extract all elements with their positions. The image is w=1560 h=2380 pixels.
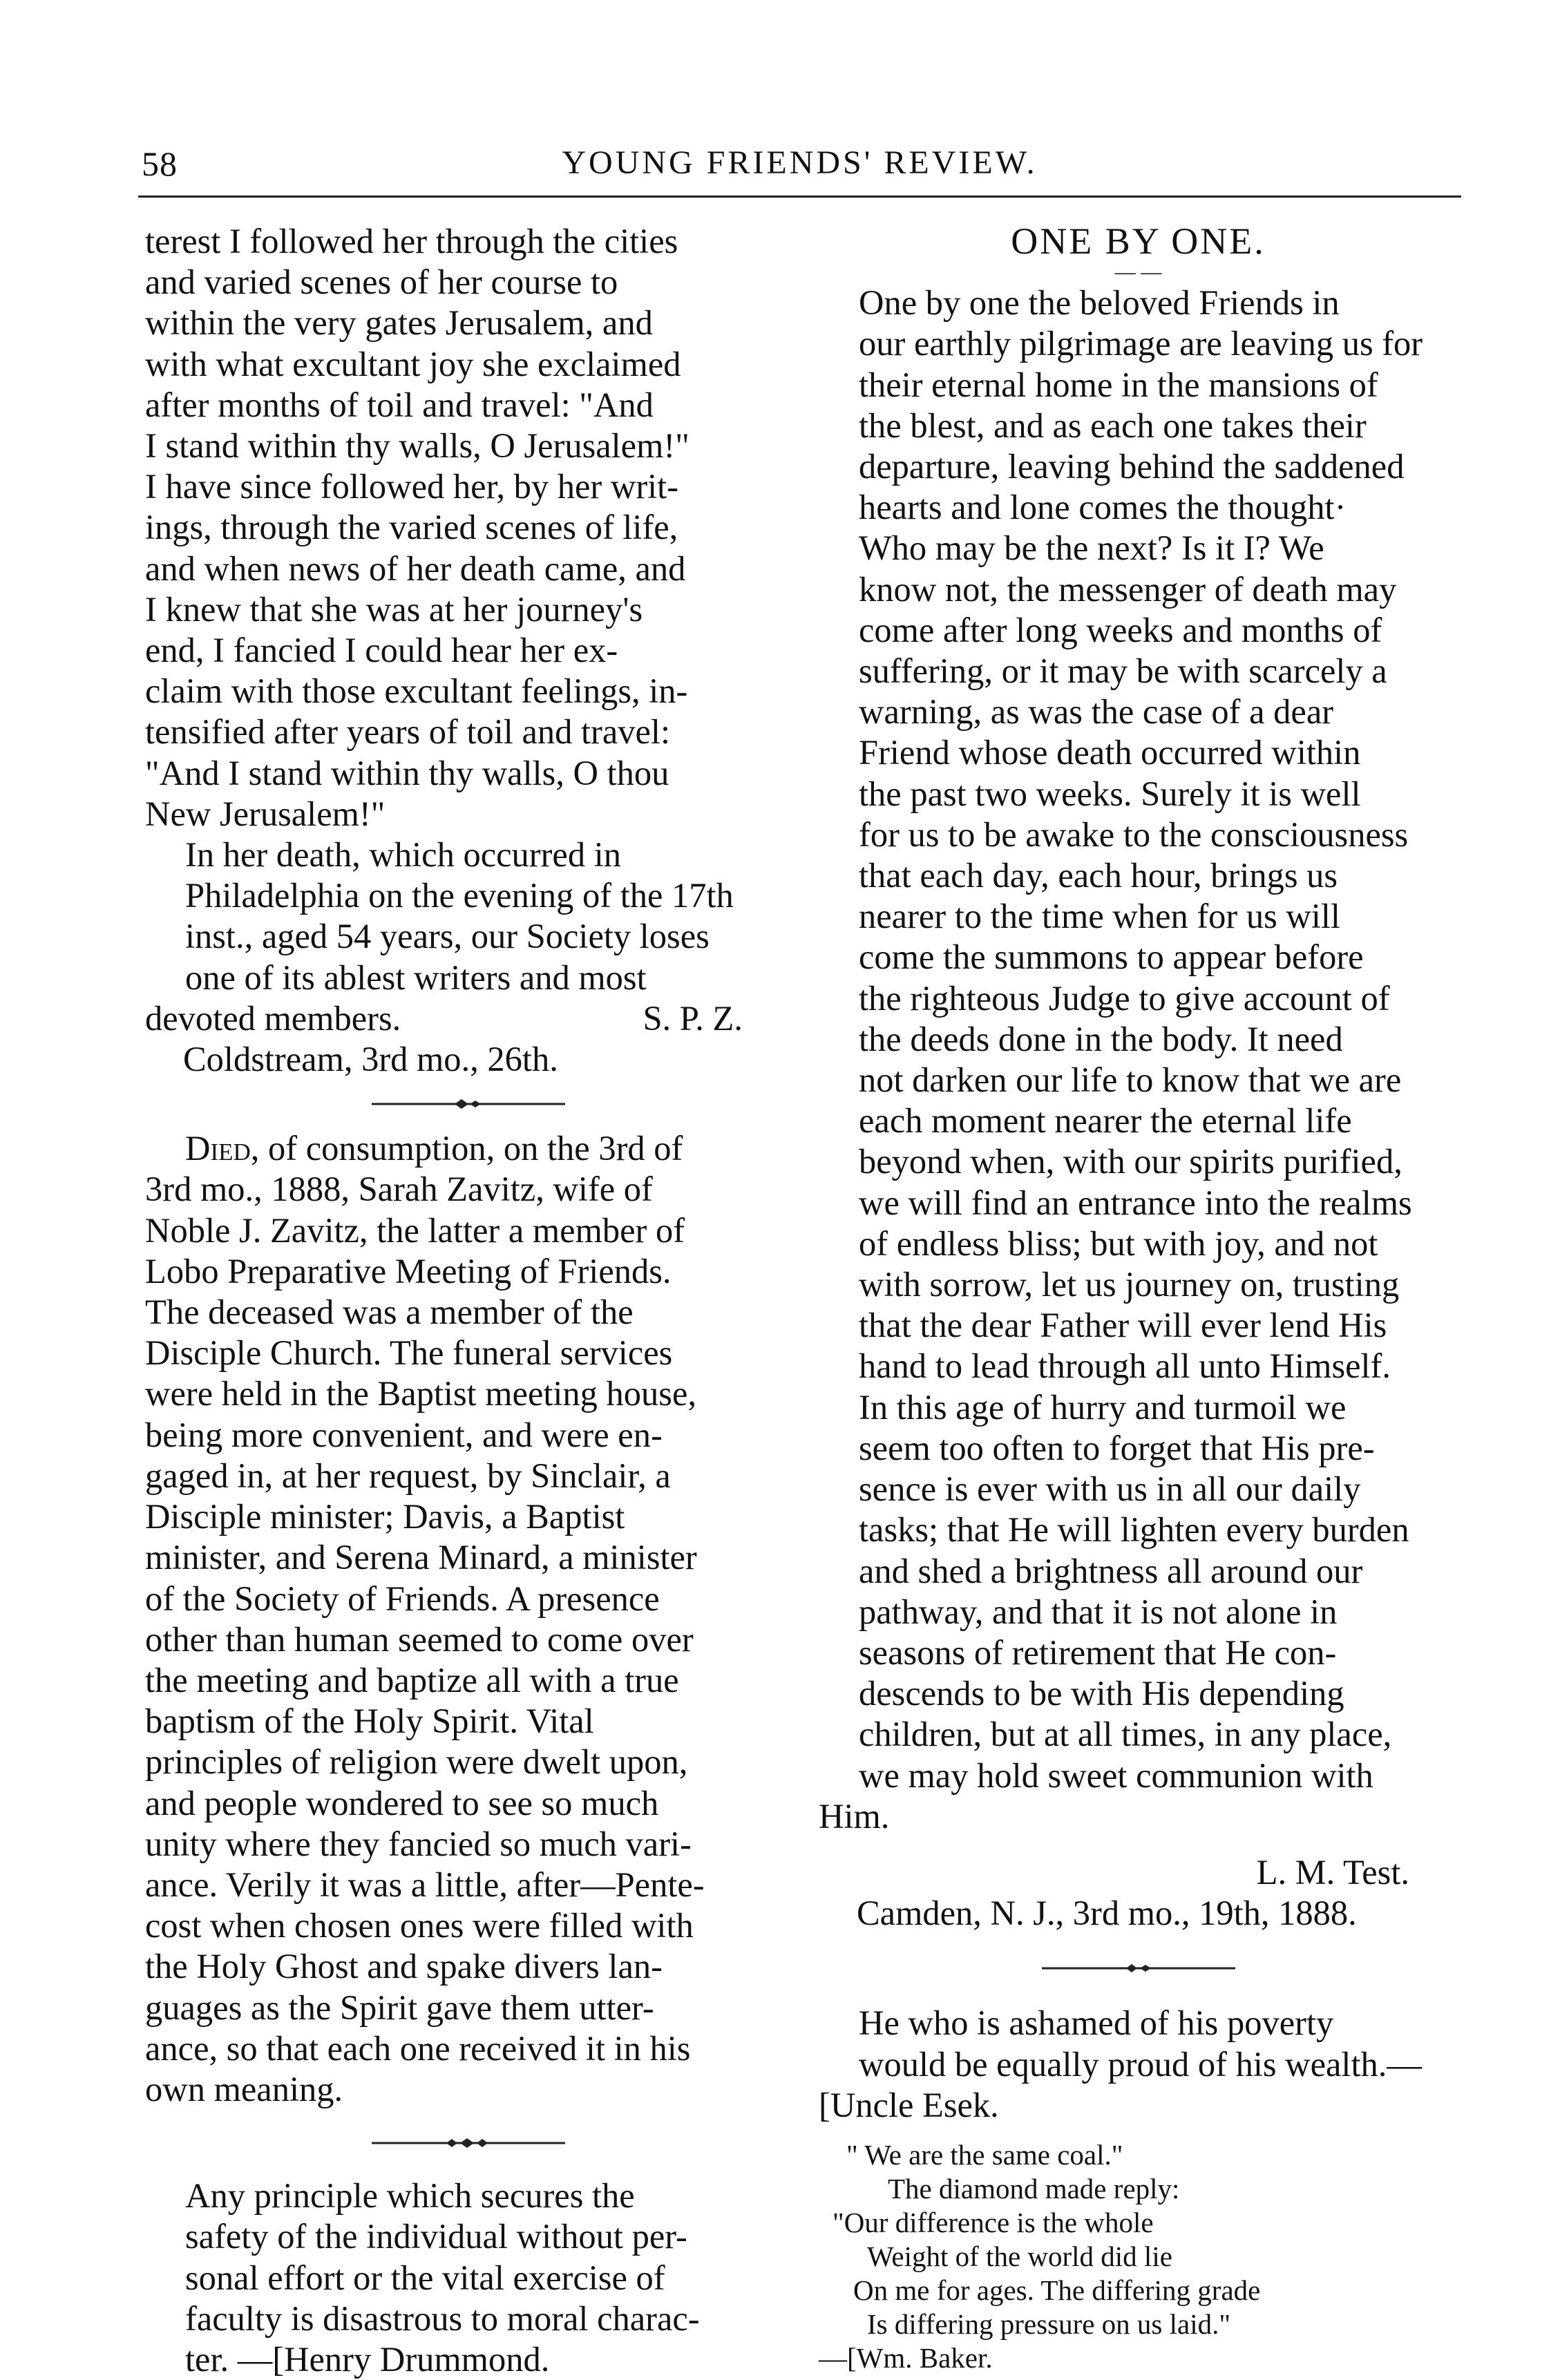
text-line: the deeds done in the body. It need (859, 1019, 1343, 1058)
text-line: the Holy Ghost and spake divers lan- (145, 1947, 663, 1986)
poem-line: Is differing pressure on us laid." (867, 2307, 1231, 2340)
text-line: hand to lead through all unto Himself. (859, 1346, 1391, 1386)
running-title: YOUNG FRIENDS' REVIEW. (562, 144, 1038, 181)
text-line: seasons of retirement that He con- (859, 1632, 1337, 1672)
text-line: warning, as was the case of a dear (859, 692, 1334, 732)
text-line: of the Society of Friends. A presence (145, 1579, 660, 1618)
text-line: sonal effort or the vital exercise of (185, 2258, 665, 2297)
text-line: seem too often to forget that His pre- (859, 1428, 1375, 1467)
text-line: claim with those excultant feelings, in- (145, 672, 688, 711)
article-title: ONE BY ONE. (1011, 220, 1266, 262)
page-header (142, 138, 1458, 193)
text-line: the past two weeks. Surely it is well (859, 774, 1361, 813)
text-line: ter. —[Henry Drummond. (185, 2339, 550, 2379)
text-line: with what excultant joy she exclaimed (145, 344, 681, 383)
text-line: baptism of the Holy Spirit. Vital (145, 1702, 594, 1741)
text-line: one of its ablest writers and most (185, 958, 647, 997)
text-line: tensified after years of toil and travel: (145, 712, 670, 752)
text-line: the righteous Judge to give account of (859, 978, 1390, 1018)
text-line: were held in the Baptist meeting house, (145, 1374, 696, 1413)
text-line: One by one the beloved Friends in (859, 283, 1340, 323)
ornamental-divider (145, 2110, 791, 2176)
title-dash: — — (1114, 260, 1162, 284)
obituary-paragraph (145, 835, 791, 998)
text-line: and people wondered to see so much (145, 1783, 659, 1822)
text-line: after months of toil and travel: "And (145, 385, 654, 424)
place-date-camden: Camden, N. J., 3rd mo., 19th, 1888. (857, 1894, 1357, 1933)
text-line: I have since followed her, by her writ- (145, 467, 679, 506)
text-line: guages as the Spirit gave them utter- (145, 1988, 654, 2027)
text-line: hearts and lone comes the thought· (859, 488, 1347, 527)
text-line: terest I followed her through the cities (145, 222, 678, 260)
obituary-closing-line (145, 998, 791, 1039)
died-first-line: , of consumption, on the 3rd of (250, 1129, 683, 1168)
continued-article-paragraph (145, 221, 791, 835)
signature-spz: S. P. Z. (643, 998, 743, 1038)
text-line: unity where they fancied so much vari- (145, 1824, 692, 1863)
text-line: and shed a brightness all around our (859, 1551, 1363, 1590)
text-line: the blest, and as each one takes their (859, 406, 1367, 445)
text-line: "And I stand within thy walls, O thou (145, 753, 669, 792)
poem-line: " We are the same coal." (846, 2138, 1123, 2171)
text-line: Noble J. Zavitz, the latter a member of (145, 1210, 685, 1250)
text-line: their eternal home in the mansions of (859, 365, 1378, 404)
text-line: and varied scenes of her course to (145, 263, 618, 302)
text-line: children, but at all times, in any place, (859, 1715, 1392, 1754)
poem-line: Weight of the world did lie (867, 2240, 1172, 2272)
text-line: Any principle which secures the (185, 2176, 635, 2216)
text-line: Philadelphia on the evening of the 17th (185, 876, 734, 915)
text-line: ance, so that each one received it in his (145, 2028, 691, 2068)
died-notice (145, 1128, 791, 1169)
divider-ornament (1042, 1961, 1235, 1975)
text-line: of endless bliss; but with joy, and not (859, 1224, 1378, 1263)
text-line: safety of the individual without per- (185, 2217, 687, 2256)
text-line: pathway, and that it is not alone in (859, 1592, 1338, 1631)
text-line: we may hold sweet communion with (859, 1755, 1373, 1795)
text-line: I knew that she was at her journey's (145, 589, 643, 629)
text-line: sence is ever with us in all our daily (859, 1469, 1361, 1509)
text-line: come after long weeks and months of (859, 610, 1382, 649)
text-line: ings, through the varied scenes of life, (145, 508, 678, 547)
text-line: the meeting and baptize all with a true (145, 1660, 679, 1700)
one-by-one-body (819, 283, 1458, 1796)
text-line: not darken our life to know that we are (859, 1060, 1402, 1100)
signature-lmt: L. M. Test. (1256, 1852, 1409, 1892)
devoted-members-text: devoted members. (145, 998, 401, 1038)
text-line: end, I fancied I could hear her ex- (145, 631, 618, 670)
text-line: own meaning. (145, 2069, 343, 2108)
text-line: minister, and Serena Minard, a minister (145, 1538, 697, 1577)
text-line: New Jerusalem!" (145, 794, 386, 833)
divider-ornament (372, 1097, 565, 1111)
text-line: being more convenient, and were en- (145, 1415, 663, 1454)
place-date-coldstream: Coldstream, 3rd mo., 26th. (183, 1040, 558, 1079)
text-line: In her death, which occurred in (185, 835, 621, 875)
divider-ornament (372, 2136, 565, 2150)
text-line: and when news of her death came, and (145, 549, 686, 588)
died-lead: Died (185, 1129, 251, 1168)
text-line: Lobo Preparative Meeting of Friends. (145, 1251, 672, 1291)
text-line: faculty is disastrous to moral charac- (185, 2298, 700, 2338)
poem-line: "Our difference is the whole (833, 2206, 1154, 2238)
text-line: would be equally proud of his wealth.— (859, 2044, 1422, 2084)
text-line: each moment nearer the eternal life (859, 1101, 1352, 1141)
died-notice-body (145, 1169, 791, 2110)
right-column (819, 221, 1458, 2375)
drummond-quote (145, 2176, 791, 2380)
text-line: with sorrow, let us journey on, trusting (859, 1265, 1400, 1304)
text-line: He who is ashamed of his poverty (859, 2003, 1334, 2043)
text-line: come the summons to appear before (859, 937, 1364, 977)
poem-attribution: —[Wm. Baker. (819, 2341, 993, 2374)
text-line: that each day, each hour, brings us (859, 856, 1338, 895)
text-line: beyond when, with our spirits purified, (859, 1142, 1402, 1181)
esek-saying (819, 2003, 1458, 2084)
text-line: we will find an entrance into the realms (859, 1183, 1412, 1222)
text-line: that the dear Father will ever lend His (859, 1306, 1387, 1345)
baker-poem (819, 2138, 1458, 2341)
left-column (145, 221, 791, 2380)
text-line: Who may be the next? Is it I? We (859, 529, 1324, 568)
body-last-line: Him. (819, 1796, 890, 1836)
text-line: suffering, or it may be with scarcely a (859, 651, 1387, 691)
saying-attribution: [Uncle Esek. (819, 2085, 999, 2124)
text-line: nearer to the time when for us will (859, 897, 1340, 936)
text-line: descends to be with His depending (859, 1674, 1344, 1713)
ornamental-divider (145, 1080, 791, 1128)
text-line: ance. Verily it was a little, after—Pente- (145, 1865, 705, 1904)
poem-line: On me for ages. The differing grade (853, 2274, 1261, 2306)
poem-line: The diamond made reply: (888, 2172, 1180, 2205)
text-line: I stand within thy walls, O Jerusalem!" (145, 426, 689, 466)
page-number: 58 (142, 144, 178, 183)
text-line: inst., aged 54 years, our Society loses (185, 917, 710, 956)
text-line: 3rd mo., 1888, Sarah Zavitz, wife of (145, 1170, 653, 1209)
text-line: Disciple Church. The funeral services (145, 1333, 673, 1373)
text-line: gaged in, at her request, by Sinclair, a (145, 1456, 671, 1495)
ornamental-divider (819, 1934, 1458, 2003)
text-line: other than human seemed to come over (145, 1619, 694, 1659)
text-line: The deceased was a member of the (145, 1293, 634, 1332)
text-line: Friend whose death occurred within (859, 733, 1361, 772)
text-line: departure, leaving behind the saddened (859, 447, 1405, 486)
text-line: our earthly pilgrimage are leaving us for (859, 324, 1423, 363)
text-line: within the very gates Jerusalem, and (145, 303, 653, 343)
text-line: tasks; that He will lighten every burden (859, 1510, 1409, 1550)
header-rule (138, 196, 1461, 198)
text-line: In this age of hurry and turmoil we (859, 1387, 1347, 1427)
text-line: Disciple minister; Davis, a Baptist (145, 1497, 625, 1536)
text-line: principles of religion were dwelt upon, (145, 1742, 688, 1782)
text-line: know not, the messenger of death may (859, 569, 1397, 609)
text-line: cost when chosen ones were filled with (145, 1906, 694, 1945)
text-line: for us to be awake to the consciousness (859, 815, 1409, 854)
